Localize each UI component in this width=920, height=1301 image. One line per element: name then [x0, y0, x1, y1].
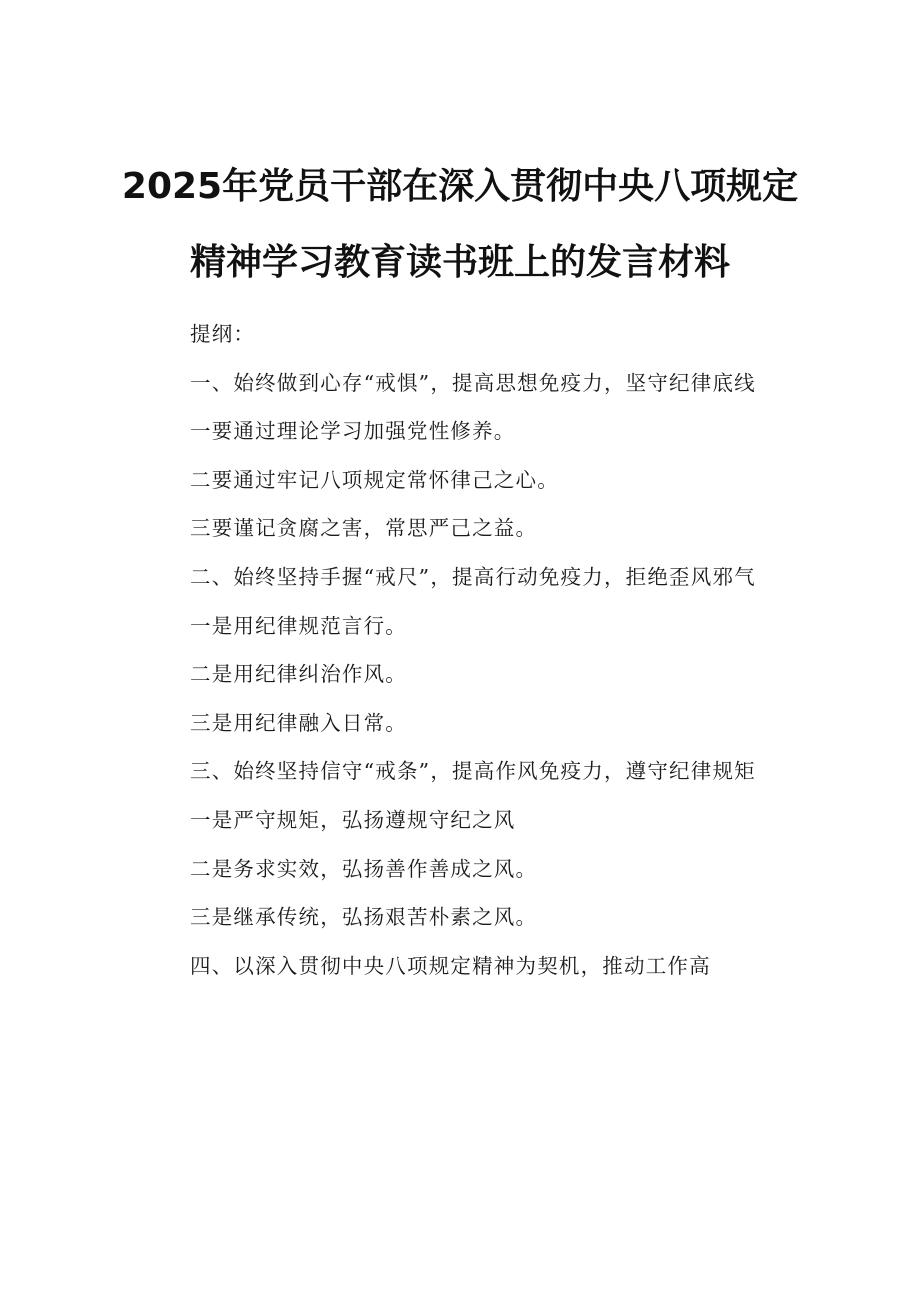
section-1-point-1: 一要通过理论学习加强党性修养。	[190, 419, 516, 444]
section-1-point-2: 二要通过牢记八项规定常怀律己之心。	[190, 467, 559, 492]
section-heading-2: 二、始终坚持手握“戒尺”，提高行动免疫力，拒绝歪风邪气	[190, 564, 756, 589]
document-body	[190, 318, 790, 998]
section-heading-3: 三、始终坚持信守“戒条”，提高作风免疫力，遵守纪律规矩	[190, 759, 756, 784]
document-title-line-2: 精神学习教育读书班上的发言材料	[189, 242, 730, 283]
section-3-point-2: 二是务求实效，弘扬善作善成之风。	[190, 856, 538, 881]
section-2-point-3: 三是用纪律融入日常。	[190, 710, 407, 735]
document-title-line-1: 2025年党员干部在深入贯彻中央八项规定	[121, 166, 799, 207]
section-heading-4: 四、以深入贯彻中央八项规定精神为契机，推动工作高	[190, 953, 711, 978]
section-2-point-1: 一是用纪律规范言行。	[190, 613, 407, 638]
section-heading-1: 一、始终做到心存“戒惧”，提高思想免疫力，坚守纪律底线	[190, 370, 756, 395]
section-2-point-2: 二是用纪律纠治作风。	[190, 662, 407, 687]
outline-label: 提纲：	[190, 322, 256, 346]
section-3-point-1: 一是严守规矩，弘扬遵规守纪之风	[190, 807, 516, 832]
section-1-point-3: 三要谨记贪腐之害，常思严己之益。	[190, 516, 538, 541]
section-3-point-3: 三是继承传统，弘扬艰苦朴素之风。	[190, 905, 538, 930]
